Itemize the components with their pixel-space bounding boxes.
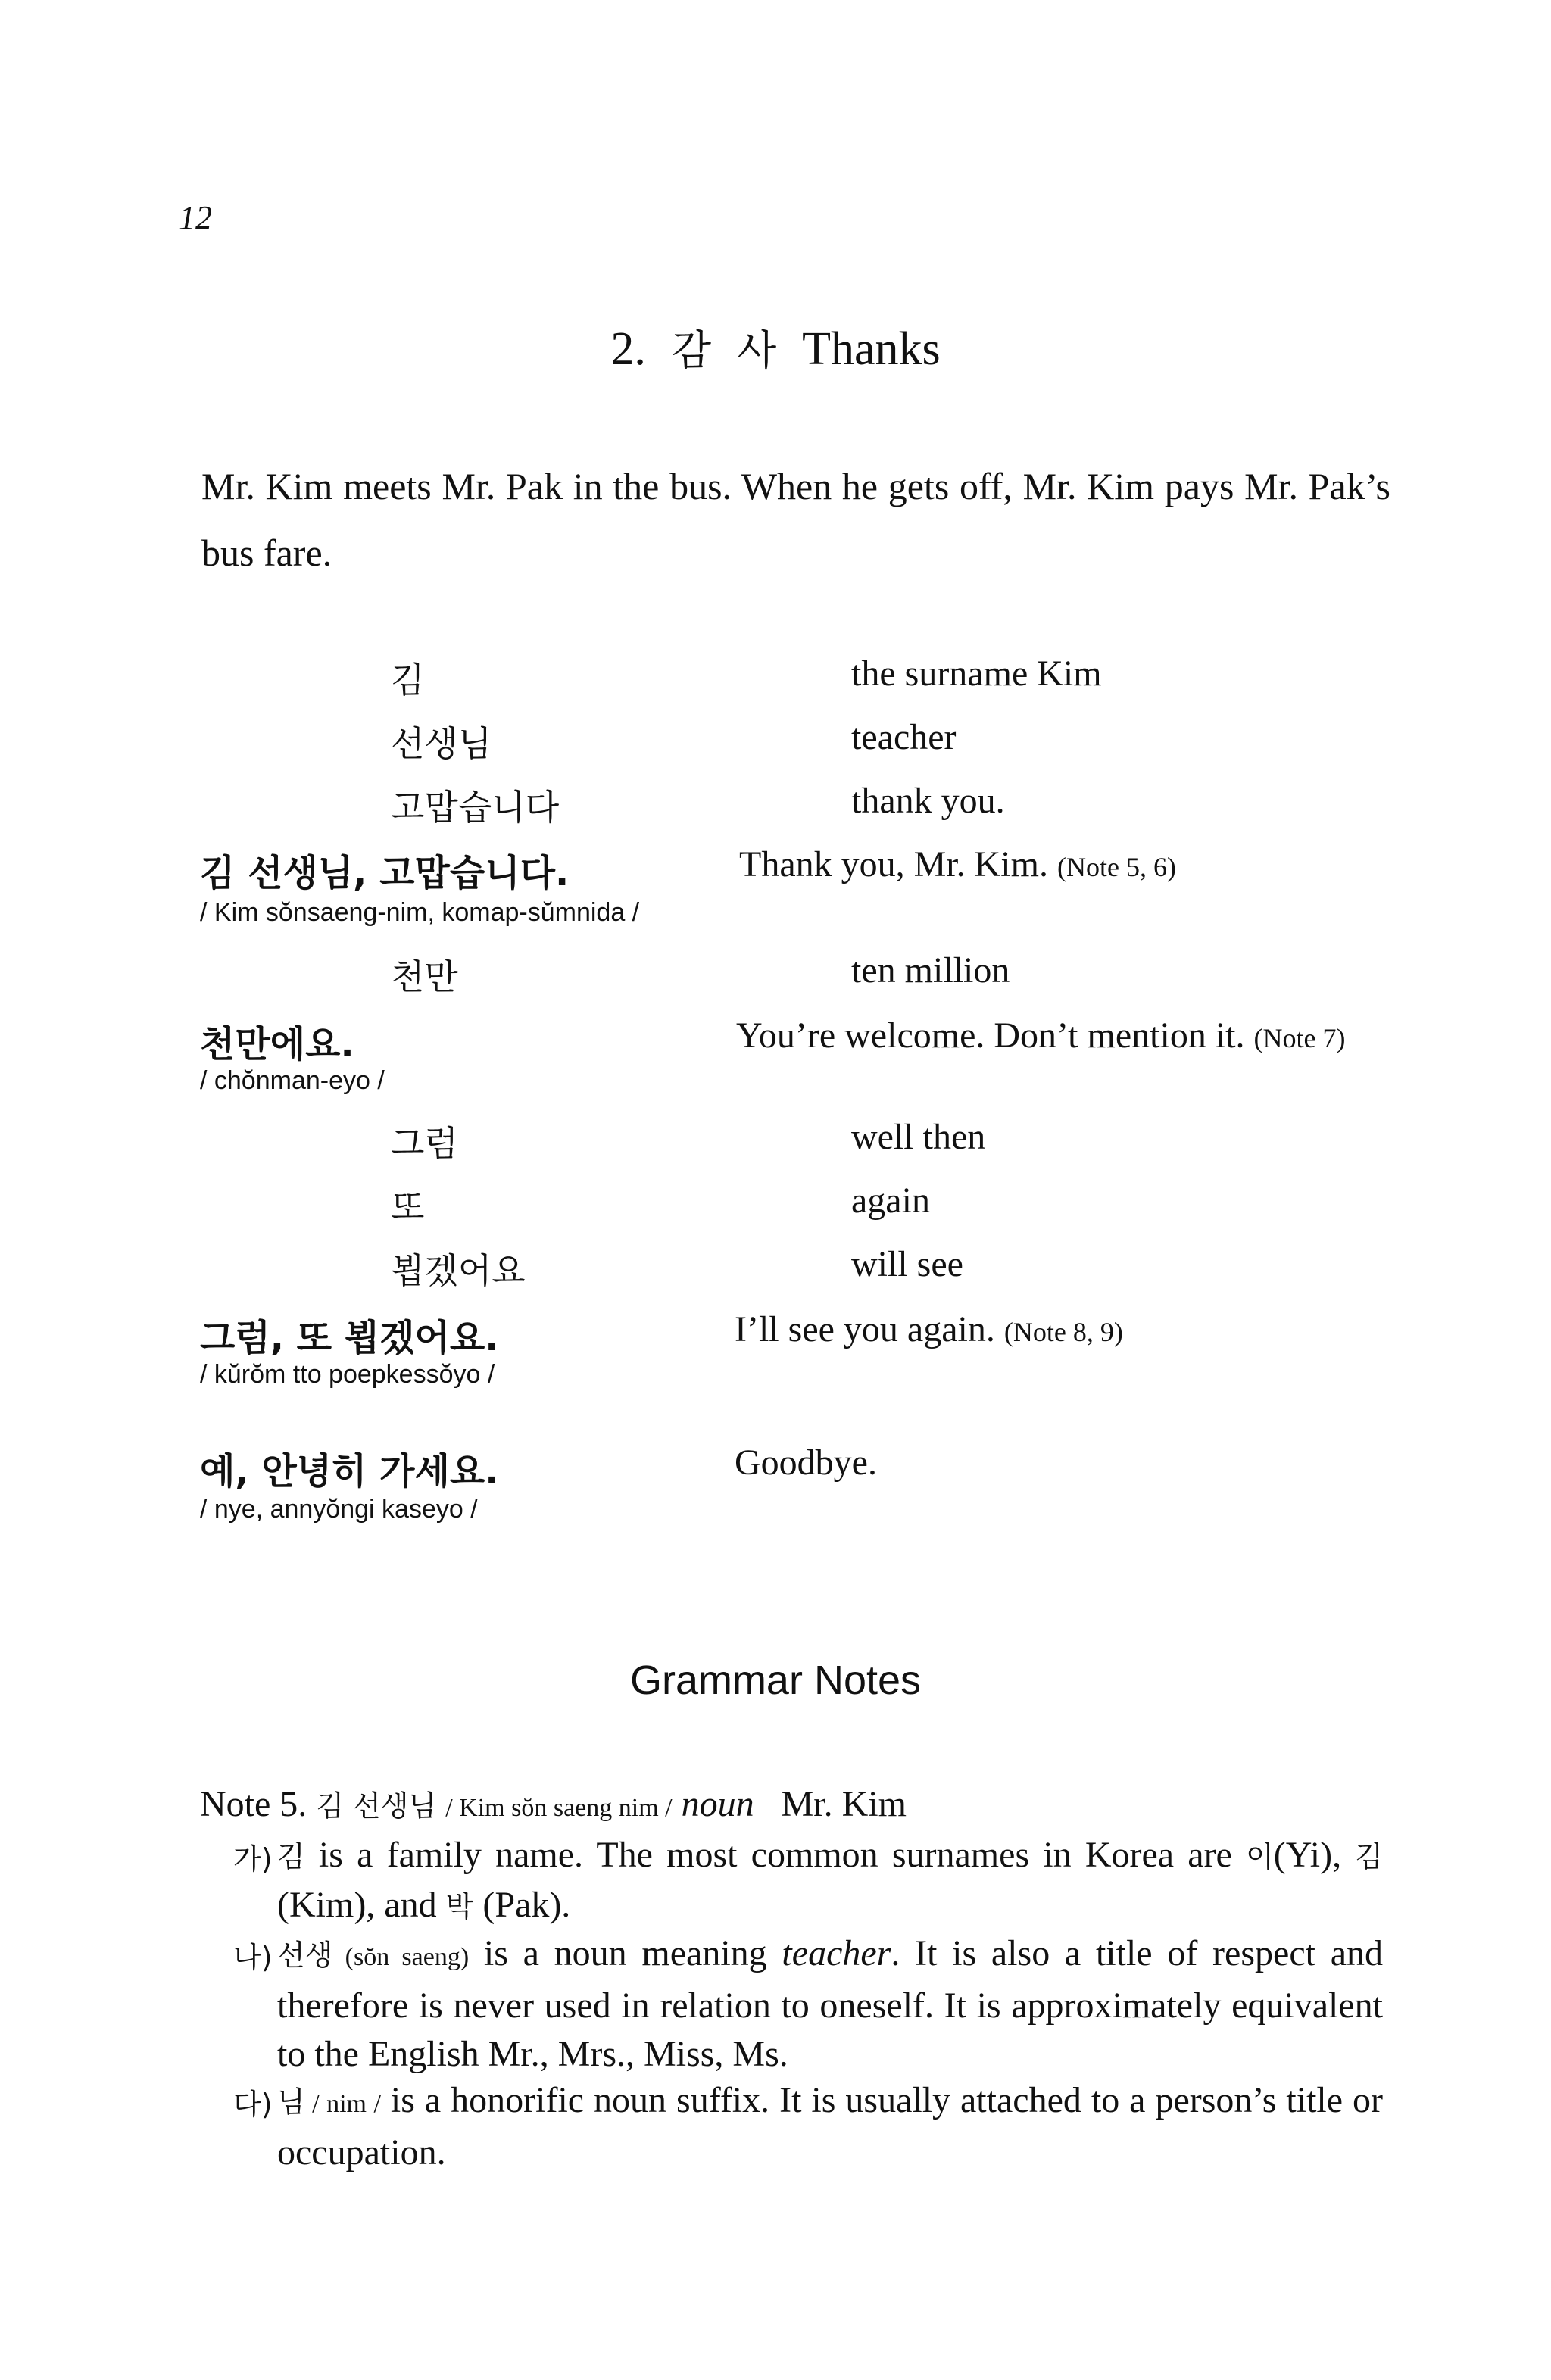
page-number: 12	[179, 199, 212, 236]
vocab-korean: 뵙겠어요	[391, 1250, 526, 1291]
subnote-text: (Pak).	[473, 1885, 571, 1925]
note-reference: (Note 5, 6)	[1056, 852, 1176, 882]
note-label: Note 5.	[200, 1784, 307, 1824]
phrase-english	[735, 1309, 1123, 1350]
note-korean-term: 김 선생님	[316, 1789, 437, 1823]
subnote-marker: 가)	[233, 1842, 273, 1876]
note-reference: (Note 7)	[1253, 1023, 1346, 1053]
subnote-text: (Kim), and	[277, 1885, 446, 1925]
note-part-of-speech: noun	[681, 1784, 754, 1824]
dialogue-intro: Mr. Kim meets Mr. Pak in the bus. When he gets off, Mr. Kim pays Mr. Pak’s bus fare.	[201, 465, 1390, 574]
subnote-a	[277, 1831, 1383, 1931]
lesson-title	[0, 318, 1551, 376]
korean-term: 님	[277, 2085, 305, 2119]
lesson-title-english: Thanks	[802, 323, 941, 375]
vocab-korean: 김	[391, 660, 425, 700]
phrase-translation: I’ll see you again.	[735, 1309, 995, 1349]
korean-term: 박	[445, 1890, 474, 1923]
vocab-english: well then	[851, 1117, 986, 1157]
phrase-romanization: / nye, annyŏngi kaseyo /	[200, 1495, 478, 1524]
emphasis-term: teacher	[782, 1933, 891, 1973]
korean-term: 이	[1246, 1840, 1274, 1873]
vocab-korean: 그럼	[391, 1123, 458, 1164]
phrase-korean: 예, 안녕히 가세요.	[200, 1450, 499, 1493]
phrase-translation: Thank you, Mr. Kim.	[739, 844, 1048, 884]
vocab-english: thank you.	[851, 781, 1005, 821]
phrase-romanization: / Kim sŏnsaeng-nim, komap-sŭmnida /	[200, 898, 640, 927]
vocab-english: will see	[851, 1244, 963, 1284]
lesson-number: 2.	[610, 323, 646, 375]
vocab-english: ten million	[851, 950, 1010, 990]
subnote-b	[277, 1929, 1383, 2079]
phrase-romanization: / chŏnman-eyo /	[200, 1066, 385, 1095]
korean-term: 김	[277, 1840, 305, 1873]
romanization: (sŏn saeng)	[332, 1943, 470, 1971]
vocab-english: again	[851, 1181, 930, 1221]
note-5-header	[200, 1783, 907, 1825]
subnote-text: . It is also a title of respect and therefore is never used in relation to oneself. It is approximately equivalent to the English Mr., Mrs., Miss, Ms.	[277, 1933, 1383, 2074]
subnote-c	[277, 2076, 1383, 2177]
subnote-marker: 다)	[233, 2088, 273, 2121]
romanization: / nim /	[304, 2090, 381, 2118]
note-reference: (Note 8, 9)	[1003, 1317, 1123, 1347]
vocab-korean: 고맙습니다	[391, 787, 560, 828]
vocab-korean: 천만	[391, 956, 458, 997]
grammar-notes-heading: Grammar Notes	[629, 1658, 922, 1703]
note-meaning: Mr. Kim	[781, 1784, 907, 1824]
phrase-korean: 천만에요.	[200, 1023, 354, 1065]
vocab-korean: 선생님	[391, 723, 492, 764]
note-romanization: / Kim sŏn saeng nim /	[445, 1794, 673, 1822]
phrase-translation: You’re welcome. Don’t mention it.	[736, 1015, 1245, 1056]
phrase-english: Goodbye.	[735, 1443, 877, 1483]
vocab-korean: 또	[391, 1187, 425, 1227]
subnote-marker: 나)	[233, 1941, 273, 1974]
lesson-title-korean-1: 감	[671, 326, 711, 374]
subnote-text: is a honorific noun suffix. It is usually attached to a person’s title or occupation.	[277, 2080, 1383, 2173]
phrase-english	[736, 1015, 1345, 1056]
subnote-text: is a noun meaning	[469, 1933, 782, 1973]
korean-term: 선생	[277, 1939, 333, 1972]
korean-term: 김	[1355, 1840, 1384, 1873]
phrase-korean: 그럼, 또 뵙겠어요.	[200, 1317, 499, 1359]
vocab-english: the surname Kim	[851, 653, 1102, 694]
phrase-romanization: / kŭrŏm tto poepkessŏyo /	[200, 1360, 495, 1389]
subnote-text: (Yi),	[1273, 1835, 1356, 1875]
lesson-title-korean-2: 사	[736, 326, 777, 374]
subnote-text: is a family name. The most common surnames in Korea are	[304, 1835, 1247, 1875]
phrase-korean: 김 선생님, 고맙습니다.	[200, 852, 570, 894]
phrase-english	[739, 844, 1176, 885]
vocab-english: teacher	[851, 717, 957, 757]
